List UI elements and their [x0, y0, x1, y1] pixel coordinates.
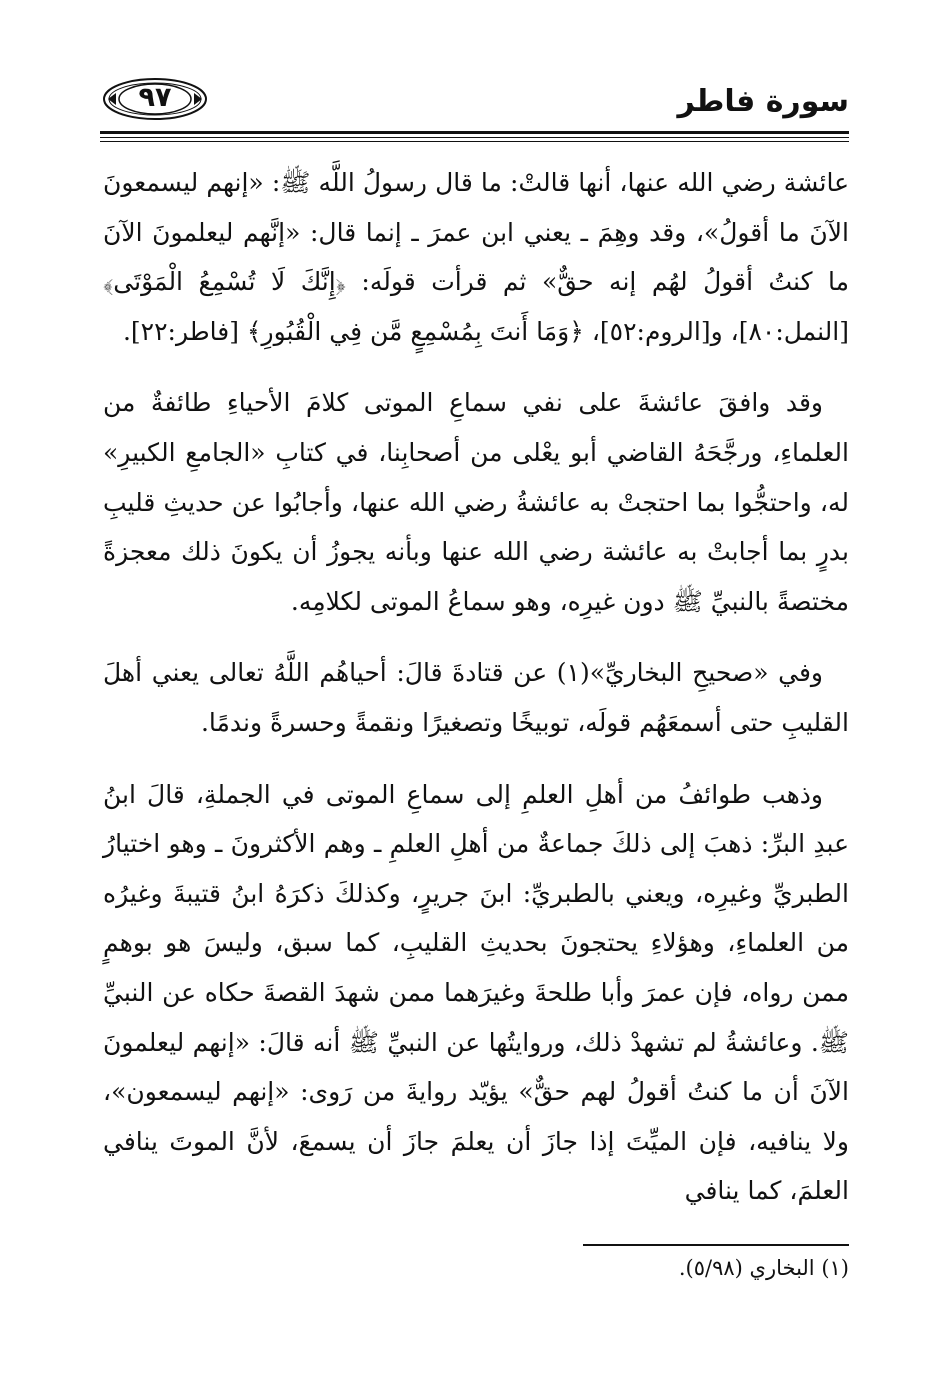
page-number-badge — [102, 76, 208, 122]
surah-title: سورة فاطر — [677, 84, 849, 119]
paragraph-4: وذهب طوائفُ من أهلِ العلمِ إلى سماعِ الموتى في الجملةِ، قالَ ابنُ عبدِ البرِّ: ذهبَ إلى ذلكَ جماعةٌ من أهلِ العلمِ ـ وهم الأكثرونَ ـ وهو اختيارُ الطبريِّ وغيرِه، ويعني بالطبريِّ: ابنَ جريرٍ، وكذلكَ ذكرَهُ ابنُ قتيبةَ وغيرُه من العلماءِ، وهؤلاءِ يحتجونَ بحديثِ القليبِ، كما سبق، وليسَ هو بوهمٍ ممن رواه، فإن عمرَ وأبا طلحةَ وغيرَهما ممن شهدَ القصةَ حكاه عن النبيِّ ﷺ. وعائشةُ لم تشهدْ ذلك، وروايتُها عن النبيِّ ﷺ أنه قالَ: «إنهم ليعلمونَ الآنَ أن ما كنتُ أقولُ لهم حقٌّ» يؤيّد روايةَ من رَوى: «إنهم ليسمعون»، ولا ينافيه، فإن الميِّتَ إذا جازَ أن يعلمَ جازَ أن يسمعَ، لأنَّ الموتَ ينافي العلمَ، كما ينافي — [103, 779, 849, 1206]
header-rule-thin-2 — [100, 141, 849, 142]
header-rule-thin — [100, 137, 849, 138]
footnote: (١) البخاري (٥/٩٨). — [678, 1256, 849, 1280]
page-header — [100, 72, 849, 132]
page-number: ٩٧ — [138, 82, 172, 113]
paragraph-1: عائشة رضي الله عنها، أنها قالتْ: ما قال رسولُ اللَّه ﷺ: «إنهم ليسمعونَ الآنَ ما أقولُ»، وقد وهِمَ ـ يعني ابن عمرَ ـ إنما قال: «إنَّهم ليعلمونَ الآنَ ما كنتُ أقولُ لهُم إنه حقٌّ» ثم قرأت قولَه: ﴿إِنَّكَ لَا تُسْمِعُ الْمَوْتَى﴾ [النمل:٨٠]، و[الروم:٥٢]، ﴿وَمَا أَنتَ بِمُسْمِعٍ مَّن فِي الْقُبُورِ﴾ [فاطر:٢٢]. — [103, 168, 849, 346]
header-rule-thick — [100, 131, 849, 134]
paragraph-3: وفي «صحيحِ البخاريِّ»(١) عن قتادةَ قالَ: أحياهُم اللَّهُ تعالى يعني أهلَ القليبِ حتى أسمعَهُم قولَه، توبيخًا وتصغيرًا ونقمةً وحسرةً وندمًا. — [103, 658, 849, 737]
footnote-separator — [583, 1244, 849, 1246]
main-text — [103, 158, 849, 1238]
paragraph-2: وقد وافقَ عائشةَ على نفي سماعِ الموتى كلامَ الأحياءِ طائفةٌ من العلماءِ، ورجَّحَهُ القاضي أبو يعْلى من أصحابِنا، في كتابِ «الجامعِ الكبيرِ» له، واحتجُّوا بما احتجتْ به عائشةُ رضي الله عنها، وأجابُوا عن حديثِ قليبِ بدرٍ بما أجابتْ به عائشة رضي الله عنها وبأنه يجوزُ أن يكونَ ذلك معجزةً مختصةً بالنبيِّ ﷺ دون غيرِه، وهو سماعُ الموتى لكلامِه. — [103, 388, 849, 616]
